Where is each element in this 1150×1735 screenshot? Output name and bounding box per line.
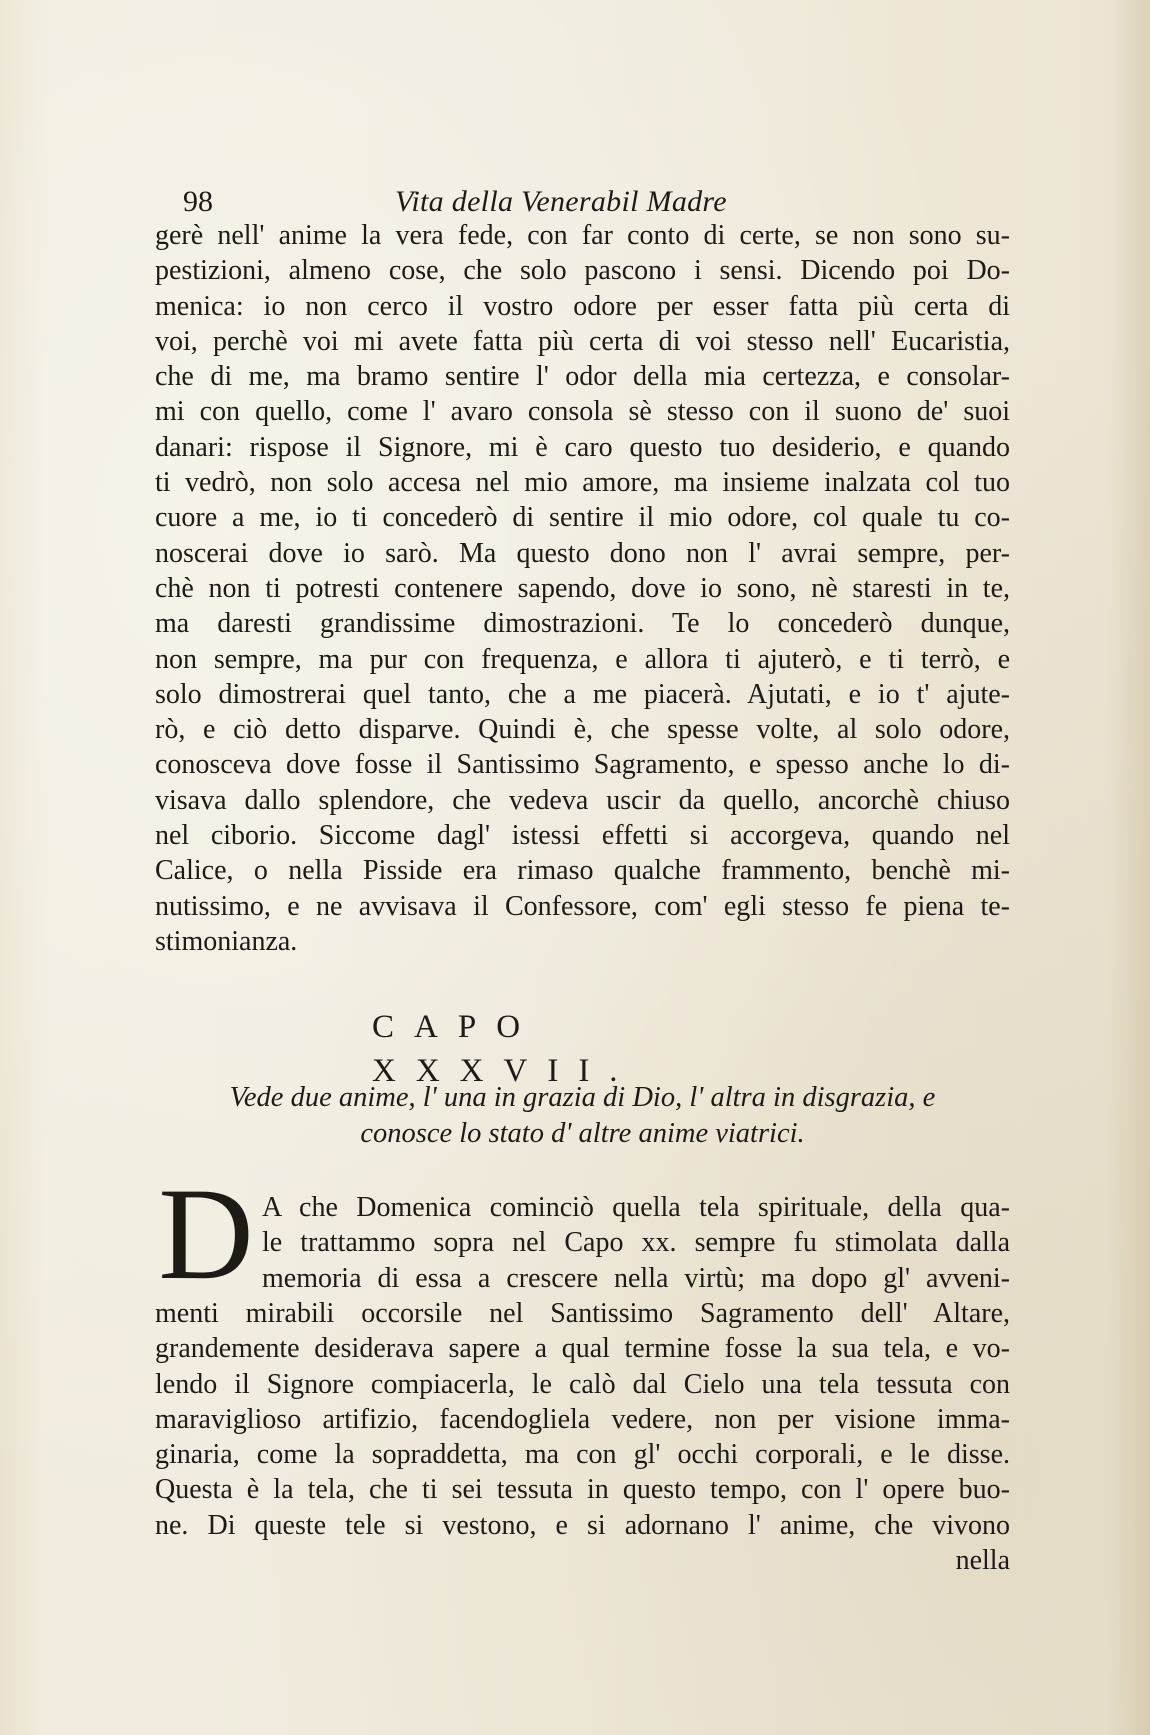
text-line: le trattammo sopra nel Capo xx. sempre fu stimolata dalla xyxy=(262,1227,1010,1259)
text-line: che di me, ma bramo sentire l' odor della mia certezza, e consolar- xyxy=(155,361,1010,393)
text-line: Calice, o nella Pisside era rimaso qualche frammento, benchè mi- xyxy=(155,855,1010,887)
text-line: rò, e ciò detto disparve. Quindi è, che spesse volte, al solo odore, xyxy=(155,714,1010,746)
paragraph-2 xyxy=(155,1296,1010,1578)
text-line: lendo il Signore compiacerla, le calò dal Cielo una tela tessuta con xyxy=(155,1368,1010,1400)
text-line: solo dimostrerai quel tanto, che a me piacerà. Ajutati, e io t' ajute- xyxy=(155,678,1010,710)
text-line: menti mirabili occorsile nel Santissimo Sagramento dell' Altare, xyxy=(155,1298,1010,1329)
text-line: visava dallo splendore, che vedeva uscir da quello, ancorchè chiuso xyxy=(155,784,1010,816)
text-line: noscerai dove io sarò. Ma questo dono non l' avrai sempre, per- xyxy=(155,537,1010,569)
text-line: A che Domenica cominciò quella tela spirituale, della qua- xyxy=(262,1192,1010,1223)
text-line: menica: io non cerco il vostro odore per esser fatta più certa di xyxy=(155,290,1010,322)
chapter-summary-line: Vede due anime, l' una in grazia di Dio, l' altra in disgrazia, e xyxy=(229,1082,936,1113)
text-line: grandemente desiderava sapere a qual termine fosse la sua tela, e vo- xyxy=(155,1333,1010,1365)
text-line: memoria di essa a crescere nella virtù; ma dopo gl' avveni- xyxy=(262,1262,1010,1294)
page-header xyxy=(155,182,775,222)
text-line: pestizioni, almeno cose, che solo pascono i sensi. Dicendo poi Do- xyxy=(155,255,1010,287)
paragraph-2-indented xyxy=(262,1190,1010,1296)
text-line: mi con quello, come l' avaro consola sè stesso con il suono de' suoi xyxy=(155,396,1010,428)
text-line: ti vedrò, non solo accesa nel mio amore, ma insieme inalzata col tuo xyxy=(155,467,1010,499)
text-line: ma daresti grandissime dimostrazioni. Te lo concederò dunque, xyxy=(155,608,1010,640)
chapter-summary xyxy=(175,1080,990,1152)
page-edge-shadow xyxy=(1110,0,1150,1735)
text-line: non sempre, ma pur con frequenza, e allora ti ajuterò, e ti terrò, e xyxy=(155,643,1010,675)
chapter-title: CAPO XXXVII. xyxy=(372,1009,638,1089)
text-line: nel ciborio. Siccome dagl' istessi effetti si accorgeva, quando nel xyxy=(155,820,1010,852)
text-line: Questa è la tela, che ti sei tessuta in questo tempo, con l' opere buo- xyxy=(155,1474,1010,1506)
text-line: maraviglioso artifizio, facendogliela vedere, non per visione imma- xyxy=(155,1403,1010,1435)
catchword: nella xyxy=(955,1545,1010,1577)
text-line: stimonianza. xyxy=(155,925,298,957)
text-line: gerè nell' anime la vera fede, con far conto di certe, se non sono su- xyxy=(155,220,1010,251)
text-line: ginaria, come la sopraddetta, ma con gl' occhi corporali, e le disse. xyxy=(155,1439,1010,1471)
drop-cap-initial: D xyxy=(158,1180,254,1288)
paragraph-1 xyxy=(155,218,1010,959)
text-line: chè non ti potresti contenere sapendo, dove io sono, nè staresti in te, xyxy=(155,572,1010,604)
text-line: voi, perchè voi mi avete fatta più certa di voi stesso nell' Eucaristia, xyxy=(155,325,1010,357)
page-number: 98 xyxy=(183,185,213,218)
text-line: ne. Di queste tele si vestono, e si adornano l' anime, che vivono xyxy=(155,1509,1010,1541)
running-head: Vita della Venerabil Madre xyxy=(395,185,727,218)
text-line: danari: rispose il Signore, mi è caro questo tuo desiderio, e quando xyxy=(155,431,1010,463)
text-line: conosceva dove fosse il Santissimo Sagramento, e spesso anche lo di- xyxy=(155,749,1010,781)
text-line: nutissimo, e ne avvisava il Confessore, com' egli stesso fe piena te- xyxy=(155,890,1010,922)
text-line: cuore a me, io ti concederò di sentire il mio odore, col quale tu co- xyxy=(155,502,1010,534)
chapter-summary-line: conosce lo stato d' altre anime viatrici. xyxy=(360,1118,805,1149)
